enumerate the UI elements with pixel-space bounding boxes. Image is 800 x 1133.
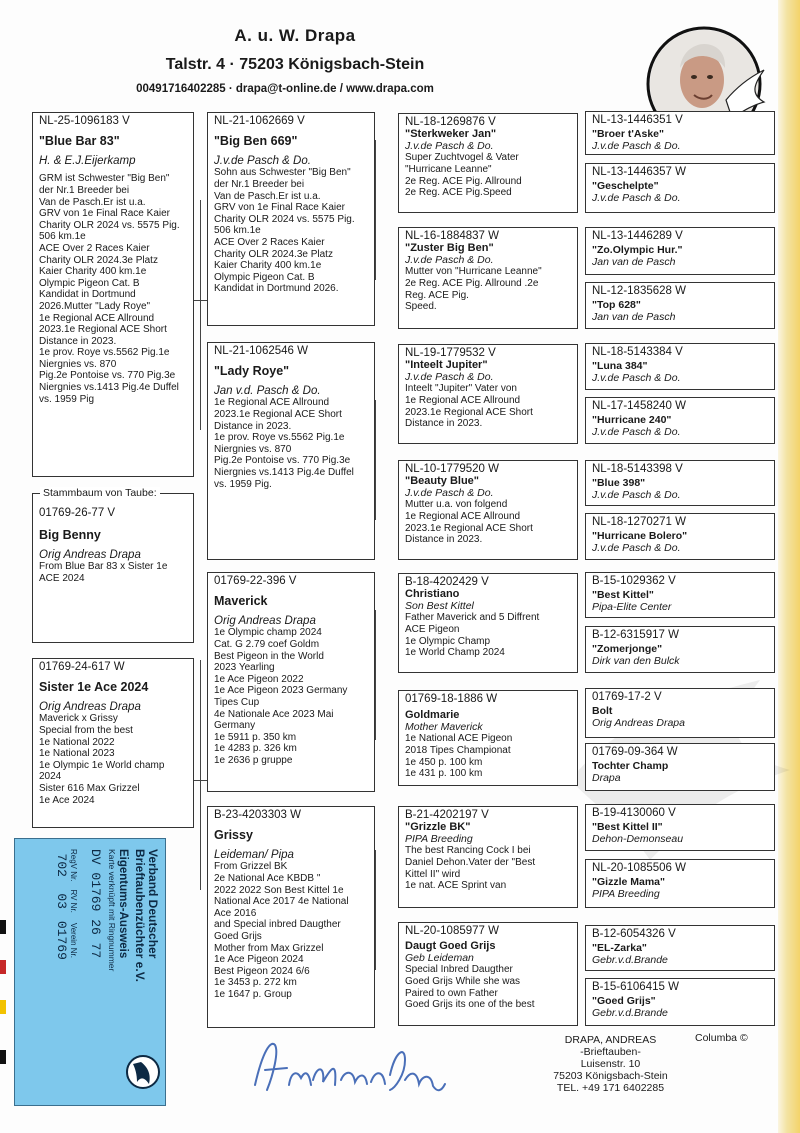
gen3-description: Special Inbred Daugther Goed Grijs While she was Paired to own Father Goed Grijs its one of the best (405, 964, 535, 1011)
gen4-card[interactable] (585, 978, 775, 1026)
gen4-card[interactable] (585, 743, 775, 791)
gen3-ring: NL-16-1884837 W (405, 230, 499, 242)
gen3-ring: NL-20-1085977 W (405, 925, 499, 937)
gen4-card[interactable] (585, 111, 775, 155)
gen4-card[interactable] (585, 572, 775, 618)
owner-address: Talstr. 4 · 75203 Königsbach-Stein (165, 56, 425, 73)
dv-logo-icon (125, 1054, 161, 1090)
gen3-description: The best Rancing Cock I bei Daniel Dehon.Vater der "Best Kittel II" wird 1e nat. ACE Sprint van (405, 845, 536, 892)
connector (200, 660, 201, 890)
footer-address-stamp: DRAPA, ANDREAS -Brieftauben- Luisenstr. 10 75203 Königsbach-Stein TEL. +49 171 6402285 (553, 1034, 668, 1094)
dam-breeder: Orig Andreas Drapa (39, 700, 141, 713)
gen3-name: "Beauty Blue" (405, 474, 480, 487)
dam-name: Sister 1e Ace 2024 (39, 679, 149, 694)
gen3-card[interactable] (398, 113, 578, 213)
gen4-ring: 01769-17-2 V (592, 691, 662, 703)
sd-description: 1e Regional ACE Allround 2023.1e Regional ACE Short Distance in 2023. 1e prov. Roye vs.5562 Pig.1e Niergnies vs. 870 Pig.2e Pontoise vs. 770 Pig.3e Niergnies vs.1413 Pig.4e Duffel vs. 1959 Pig. (214, 397, 354, 490)
sire-dam-card[interactable] (207, 342, 375, 560)
card-regv-label: RegV Nr. (69, 849, 78, 882)
ownership-card-content (15, 839, 167, 1107)
gen4-breeder: Jan van de Pasch (592, 310, 676, 323)
gen3-breeder: J.v.de Pasch & Do. (405, 253, 494, 266)
gen3-name: "Inteelt Jupiter" (405, 358, 488, 371)
gen3-description: Inteelt "Jupiter" Vater von 1e Regional ACE Allround 2023.1e Regional ACE Short Distance in 2023. (405, 383, 533, 430)
ds-name: Maverick (214, 593, 268, 608)
gen4-name: "Zomerjonge" (592, 642, 663, 655)
gen4-card[interactable] (585, 513, 775, 560)
gen4-card[interactable] (585, 626, 775, 673)
gen4-name: "EL-Zarka" (592, 941, 647, 954)
header (0, 26, 560, 95)
card-rv-value: 03 (54, 893, 69, 909)
gen4-breeder: J.v.de Pasch & Do. (592, 139, 681, 152)
connector (200, 200, 201, 430)
gen3-card[interactable] (398, 344, 578, 444)
gen3-name: Goldmarie (405, 708, 460, 721)
gen4-card[interactable] (585, 688, 775, 738)
gen4-name: "Best Kittel" (592, 588, 654, 601)
connector (375, 610, 376, 740)
gen4-card[interactable] (585, 804, 775, 851)
ds-breeder: Orig Andreas Drapa (214, 614, 316, 627)
gen4-breeder: Jan van de Pasch (592, 255, 676, 268)
gen3-name: "Zuster Big Ben" (405, 241, 494, 254)
gen4-name: "Top 628" (592, 298, 641, 311)
gen3-breeder: J.v.de Pasch & Do. (405, 139, 494, 152)
gen4-ring: NL-18-1270271 W (592, 516, 686, 528)
gen4-name: "Gizzle Mama" (592, 875, 665, 888)
gen4-card[interactable] (585, 397, 775, 444)
gen4-breeder: J.v.de Pasch & Do. (592, 371, 681, 384)
gen4-card[interactable] (585, 282, 775, 329)
gen3-ring: B-18-4202429 V (405, 576, 489, 588)
sd-breeder: Jan v.d. Pasch & Do. (214, 384, 321, 397)
gen4-ring: NL-20-1085506 W (592, 862, 686, 874)
gen4-breeder: Drapa (592, 771, 621, 784)
gen3-ring: NL-10-1779520 W (405, 463, 499, 475)
gen4-card[interactable] (585, 343, 775, 390)
sire-card[interactable] (32, 112, 194, 477)
card-title: Verband Deutscher Brieftaubenzüchter e.V. (133, 849, 160, 982)
gen4-card[interactable] (585, 460, 775, 506)
gen3-ring: NL-19-1779532 V (405, 347, 496, 359)
gen3-ring: 01769-18-1886 W (405, 693, 498, 705)
card-verein (54, 921, 78, 960)
ds-description: 1e Olympic champ 2024 Cat. G 2.79 coef Goldm Best Pigeon in the World 2023 Yearling 1e Ace Pigeon 2022 1e Ace Pigeon 2023 Germany Tipes Cup 4e Nationale Ace 2023 Mai Germany 1e 5911 p. 350 km 1e 4283 p. 326 km 1e 2636 p gruppe (214, 627, 348, 766)
ss-ring: NL-21-1062669 V (214, 115, 305, 127)
gen4-breeder: Gebr.v.d.Brande (592, 953, 668, 966)
gen3-name: Christiano (405, 587, 460, 600)
gen4-name: "Luna 384" (592, 359, 648, 372)
card-verein-label: Verein Nr. (69, 922, 78, 958)
stammbaum-label: Stammbaum von Taube: (40, 487, 160, 499)
card-rv (54, 889, 78, 912)
sd-ring: NL-21-1062546 W (214, 345, 308, 357)
gen4-ring: NL-13-1446289 V (592, 230, 683, 242)
sire-breeder: H. & E.J.Eijerkamp (39, 154, 136, 167)
dd-ring: B-23-4203303 W (214, 809, 301, 821)
gen4-name: "Goed Grijs" (592, 994, 656, 1007)
gen3-description: Super Zuchtvogel & Vater "Hurricane Leanne" 2e Reg. ACE Pig. Allround 2e Reg. ACE Pig.Speed (405, 152, 522, 199)
gen3-card[interactable] (398, 806, 578, 908)
gen4-ring: B-12-6054326 V (592, 928, 676, 940)
gen3-card[interactable] (398, 922, 578, 1026)
gen4-breeder: Dehon-Demonseau (592, 832, 684, 845)
dam-description: Maverick x Grissy Special from the best 1e National 2022 1e National 2023 1e Olympic 1e World champ 2024 Sister 616 Max Grizzel 1e Ace 2024 (39, 713, 165, 806)
connector (375, 400, 376, 520)
ss-breeder: J.v.de Pasch & Do. (214, 154, 311, 167)
gen4-card[interactable] (585, 925, 775, 971)
sire-ring: NL-25-1096183 V (39, 115, 130, 127)
gen3-ring: NL-18-1269876 V (405, 116, 496, 128)
gen4-breeder: Gebr.v.d.Brande (592, 1006, 668, 1019)
sire-sire-card[interactable] (207, 112, 375, 326)
owner-contact: 00491716402285 · drapa@t-online.de / www.drapa.com (136, 83, 434, 95)
gen3-breeder: Mother Maverick (405, 720, 483, 733)
gen4-breeder: J.v.de Pasch & Do. (592, 425, 681, 438)
dam-dam-card[interactable] (207, 806, 375, 1028)
gen3-description: 1e National ACE Pigeon 2018 Tipes Championat 1e 450 p. 100 km 1e 431 p. 100 km (405, 733, 513, 780)
gen4-name: "Broer t'Aske" (592, 127, 664, 140)
gen4-ring: NL-13-1446357 W (592, 166, 686, 178)
subject-description: From Blue Bar 83 x Sister 1e ACE 2024 (39, 561, 168, 584)
gen4-ring: 01769-09-364 W (592, 746, 678, 758)
gen4-breeder: J.v.de Pasch & Do. (592, 488, 681, 501)
gen4-card[interactable] (585, 227, 775, 275)
signature-image (245, 1030, 455, 1100)
sire-description: GRM ist Schwester "Big Ben" der Nr.1 Breeder bei Van de Pasch.Er ist u.a. GRV von 1e Final Race Kaier Charity OLR 2024 vs. 5575 Pig. 506 km.1e ACE Over 2 Races Kaier Charity OLR 2024.3e Platz Kaier Charity 400 km.1e Olympic Pigeon Cat. B Kandidat in Dortmund 2026.Mutter "Lady Roye" 1e Regional ACE Allround 2023.1e Regional ACE Short Distance in 2023. 1e prov. Roye vs.5562 Pig.1e Niergnies vs. 870 Pig.2e Pontoise vs. 770 Pig.3e Niergnies vs.1413 Pig.4e Duffel vs. 1959 Pig (39, 173, 180, 405)
gen3-card[interactable] (398, 227, 578, 329)
subject-ring: 01769-26-77 V (39, 507, 116, 519)
sire-name: "Blue Bar 83" (39, 133, 120, 148)
gen4-name: "Zo.Olympic Hur." (592, 243, 683, 256)
sd-name: "Lady Roye" (214, 363, 290, 378)
gen3-name: "Sterkweker Jan" (405, 127, 497, 140)
gen4-card[interactable] (585, 163, 775, 213)
owner-name: A. u. W. Drapa (234, 26, 356, 45)
gen4-card[interactable] (585, 859, 775, 908)
gen4-name: "Geschelpte" (592, 179, 659, 192)
card-ring-code: DV 01769 26 77 (88, 849, 103, 959)
gen4-ring: NL-13-1446351 V (592, 114, 683, 126)
card-regv (54, 849, 78, 881)
connector (375, 850, 376, 970)
connector (375, 140, 376, 280)
gen4-ring: B-15-1029362 V (592, 575, 676, 587)
gen3-name: "Grizzle BK" (405, 820, 471, 833)
ss-description: Sohn aus Schwester "Big Ben" der Nr.1 Breeder bei Van de Pasch.Er ist u.a. GRV von 1e Final Race Kaier Charity OLR 2024 vs. 5575 Pig. 506 km.1e ACE Over 2 Races Kaier Charity OLR 2024.3e Platz Kaier Charity 400 km.1e Olympic Pigeon Cat. B Kandidat in Dortmund 2026. (214, 167, 355, 295)
gen4-breeder: PIPA Breeding (592, 887, 660, 900)
gen3-card[interactable] (398, 460, 578, 560)
gen3-card[interactable] (398, 690, 578, 786)
gen4-ring: B-15-6106415 W (592, 981, 679, 993)
gen4-breeder: Dirk van den Bulck (592, 654, 680, 667)
gen3-description: Father Maverick and 5 Diffrent ACE Pigeon 1e Olympic Champ 1e World Champ 2024 (405, 612, 540, 659)
gen4-breeder: Orig Andreas Drapa (592, 716, 685, 729)
gen4-breeder: J.v.de Pasch & Do. (592, 541, 681, 554)
gen4-name: "Blue 398" (592, 476, 646, 489)
gen4-name: Bolt (592, 704, 613, 717)
dam-sire-card[interactable] (207, 572, 375, 792)
gen4-ring: B-19-4130060 V (592, 807, 676, 819)
card-rv-label: RV Nr. (69, 889, 78, 913)
gen3-ring: B-21-4202197 V (405, 809, 489, 821)
dd-description: From Grizzel BK 2e National Ace KBDB " 2022 2022 Son Best Kittel 1e National Ace 2017 4e National Ace 2016 and Special inbred Daugther Goed Grijs Mother from Max Grizzel 1e Ace Pigeon 2024 Best Pigeon 2024 6/6 1e 3453 p. 272 km 1e 1647 p. Group (214, 861, 349, 1000)
card-hint: Karte verknüpft mit Ringnummer (107, 849, 117, 972)
gen3-breeder: J.v.de Pasch & Do. (405, 370, 494, 383)
card-verein-value: 01769 (54, 920, 69, 960)
gen4-breeder: Pipa-Elite Center (592, 600, 672, 613)
gen4-breeder: J.v.de Pasch & Do. (592, 191, 681, 204)
gen3-description: Mutter von "Hurricane Leanne" 2e Reg. ACE Pig. Allround .2e Reg. ACE Pig. Speed. (405, 266, 542, 313)
gen4-ring: B-12-6315917 W (592, 629, 679, 641)
gen4-name: Tochter Champ (592, 759, 669, 772)
gen4-name: "Best Kittel II" (592, 820, 663, 833)
subject-card[interactable] (32, 493, 194, 643)
dam-ring: 01769-24-617 W (39, 661, 125, 673)
dam-card[interactable] (32, 658, 194, 828)
gen4-name: "Hurricane 240" (592, 413, 672, 426)
gen3-breeder: Son Best Kittel (405, 599, 474, 612)
dd-breeder: Leideman/ Pipa (214, 848, 294, 861)
subject-breeder: Orig Andreas Drapa (39, 548, 141, 561)
ownership-card (14, 838, 166, 1106)
ds-ring: 01769-22-396 V (214, 575, 297, 587)
columba-copyright: Columba © (695, 1032, 748, 1044)
gen3-breeder: Geb Leideman (405, 951, 474, 964)
dd-name: Grissy (214, 827, 253, 842)
card-number-grid (54, 849, 78, 1097)
gen3-card[interactable] (398, 573, 578, 673)
gen4-ring: NL-18-5143384 V (592, 346, 683, 358)
ss-name: "Big Ben 669" (214, 133, 298, 148)
gen3-name: Daugt Goed Grijs (405, 939, 496, 952)
card-regv-value: 702 (54, 853, 69, 877)
gen3-breeder: J.v.de Pasch & Do. (405, 486, 494, 499)
edge-color-marks (0, 900, 10, 1100)
card-subtitle: Eigentums-Ausweis (117, 849, 129, 959)
gen3-breeder: PIPA Breeding (405, 832, 473, 845)
yellow-edge-strip (778, 0, 800, 1133)
gen4-ring: NL-12-1835628 W (592, 285, 686, 297)
subject-name: Big Benny (39, 527, 101, 542)
gen4-name: "Hurricane Bolero" (592, 529, 688, 542)
gen4-ring: NL-17-1458240 W (592, 400, 686, 412)
gen4-ring: NL-18-5143398 V (592, 463, 683, 475)
gen3-description: Mutter u.a. von folgend 1e Regional ACE Allround 2023.1e Regional ACE Short Distance in 2023. (405, 499, 533, 546)
